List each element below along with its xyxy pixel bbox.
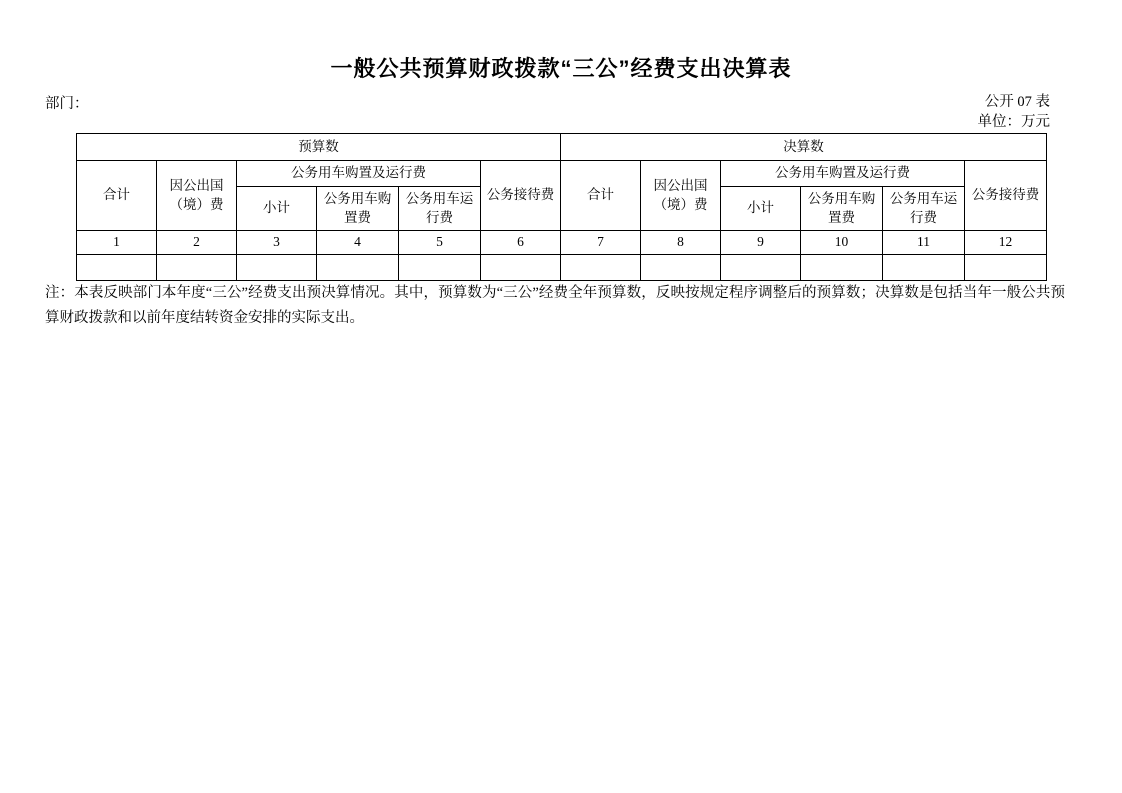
table-cell [561,255,641,281]
table-cell [883,255,965,281]
table-cell [77,255,157,281]
table-cell [965,255,1047,281]
group-header-final: 决算数 [561,134,1047,161]
table-cell [237,255,317,281]
table-cell [399,255,481,281]
column-number: 5 [399,231,481,255]
header-budget-reception: 公务接待费 [481,161,561,231]
table-cell [641,255,721,281]
budget-table [76,133,1047,281]
unit-label: 单位：万元 [977,114,1050,130]
table-note: 注：本表反映部门本年度“三公”经费支出预决算情况。其中，预算数为“三公”经费全年预算数，反映按规定程序调整后的预算数；决算数是包括当年一般公共预算财政拨款和以前年度结转资金安排的实际支出。 [45,285,1065,326]
header-final-reception: 公务接待费 [965,161,1047,231]
table-row-subgroup-header [77,161,1047,187]
table-cell [721,255,801,281]
header-budget-vehicle-purchase: 公务用车购置费 [317,187,399,231]
column-number: 3 [237,231,317,255]
budget-table-wrapper [76,133,1046,281]
column-number: 10 [801,231,883,255]
column-number: 1 [77,231,157,255]
header-budget-vehicle-operation: 公务用车运行费 [399,187,481,231]
table-row-group-header [77,134,1047,161]
column-number: 9 [721,231,801,255]
header-final-abroad: 因公出国（境）费 [641,161,721,231]
header-budget-vehicle-group: 公务用车购置及运行费 [237,161,481,187]
header-final-vehicle-operation: 公务用车运行费 [883,187,965,231]
header-final-total: 合计 [561,161,641,231]
group-header-budget: 预算数 [77,134,561,161]
department-label: 部门： [45,96,89,112]
column-number: 2 [157,231,237,255]
column-number: 4 [317,231,399,255]
column-number: 8 [641,231,721,255]
column-number: 11 [883,231,965,255]
header-budget-vehicle-subtotal: 小计 [237,187,317,231]
column-number: 7 [561,231,641,255]
header-final-vehicle-purchase: 公务用车购置费 [801,187,883,231]
column-number: 6 [481,231,561,255]
table-cell [317,255,399,281]
page-title: 一般公共预算财政拨款“三公”经费支出决算表 [330,56,792,81]
header-budget-abroad: 因公出国（境）费 [157,161,237,231]
form-number: 公开 07 表 [984,94,1050,110]
table-row [77,255,1047,281]
header-final-vehicle-subtotal: 小计 [721,187,801,231]
table-row-column-numbers [77,231,1047,255]
table-cell [481,255,561,281]
column-number: 12 [965,231,1047,255]
header-budget-total: 合计 [77,161,157,231]
table-cell [801,255,883,281]
header-final-vehicle-group: 公务用车购置及运行费 [721,161,965,187]
table-cell [157,255,237,281]
